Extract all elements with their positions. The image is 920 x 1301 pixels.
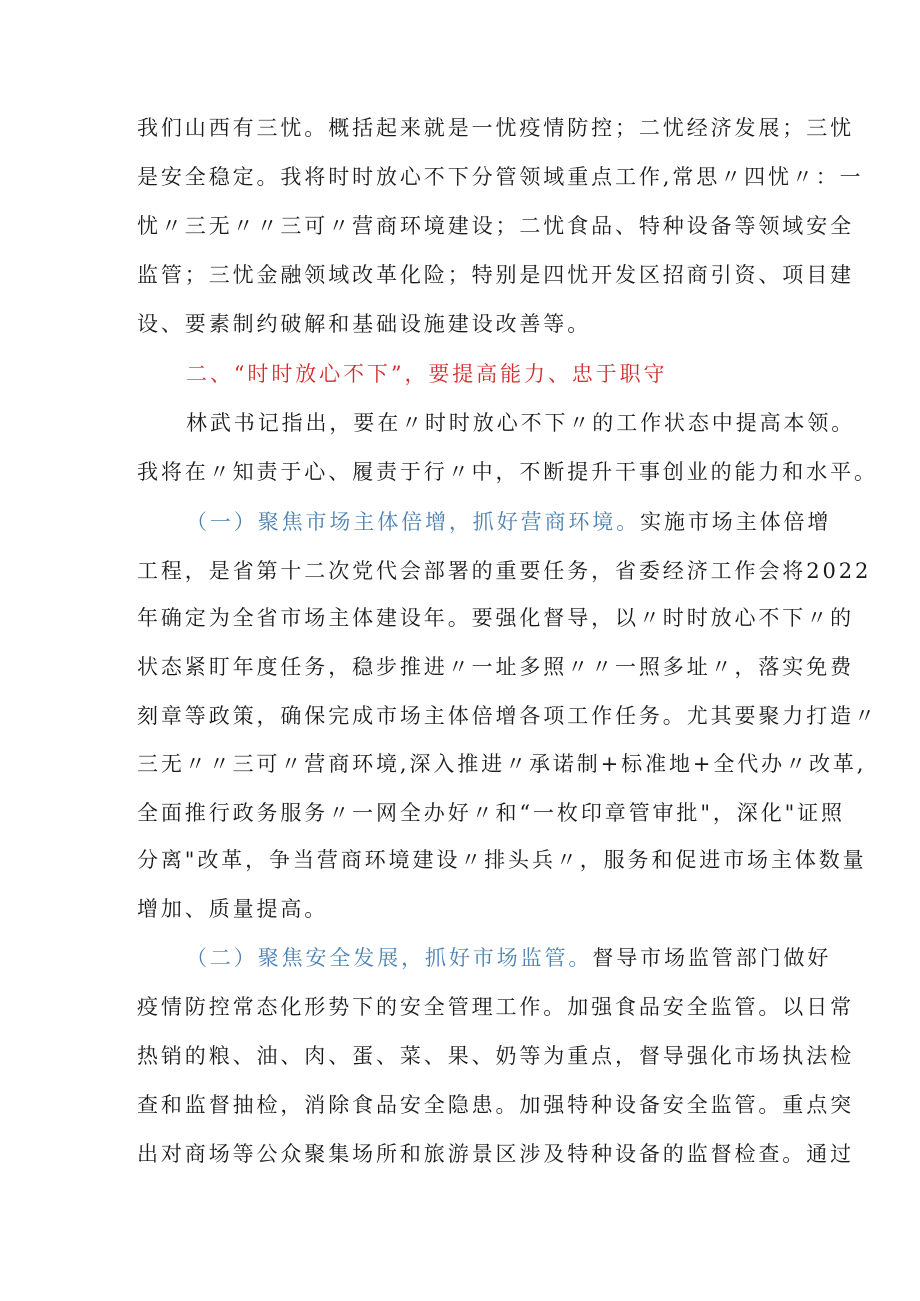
paragraph-line bbox=[137, 551, 872, 591]
line-text: 刻章等政策，确保完成市场主体倍增各项工作任务。尤其要聚力打造〃 bbox=[137, 704, 878, 728]
line-text: 设、要素制约破解和基础设施建设改善等。 bbox=[137, 312, 592, 336]
paragraph-line bbox=[137, 696, 878, 736]
subheading-text: （一）聚焦市场主体倍增，抓好营商环境。 bbox=[186, 510, 641, 534]
paragraph-line bbox=[186, 938, 846, 978]
paragraph-line bbox=[137, 1134, 854, 1174]
line-text: 督导市场监管部门做好 bbox=[592, 946, 832, 970]
line-text: 增加、质量提高。 bbox=[137, 897, 329, 921]
heading-text: 二、“时时放心不下”，要提高能力、忠于职守 bbox=[186, 362, 668, 386]
paragraph-line bbox=[137, 157, 864, 197]
line-text: 是安全稳定。我将时时放心不下分管领域重点工作,常思〃四忧〃：一 bbox=[137, 165, 864, 189]
paragraph-line bbox=[137, 1036, 854, 1076]
section-heading bbox=[186, 354, 846, 394]
line-text: 出对商场等公众聚集场所和旅游景区涉及特种设备的监督检查。通过 bbox=[137, 1142, 854, 1166]
line-text: 分离"改革，争当营商环境建设〃排头兵〃，服务和促进市场主体数量 bbox=[137, 848, 867, 872]
paragraph-line bbox=[137, 987, 854, 1027]
line-text: 年确定为全省市场主体建设年。要强化督导，以〃时时放心不下〃的 bbox=[137, 606, 854, 630]
paragraph-line bbox=[137, 108, 854, 148]
line-text: 我将在〃知责于心、履责于行〃中，不断提升干事创业的能力和水平。 bbox=[137, 460, 878, 484]
paragraph-line bbox=[137, 1085, 854, 1125]
paragraph-line bbox=[137, 304, 797, 344]
line-text: 工程，是省第十二次党代会部署的重要任务，省委经济工作会将2022 bbox=[137, 559, 872, 583]
line-text: 状态紧盯年度任务，稳步推进〃一址多照〃〃一照多址〃，落实免费 bbox=[137, 655, 854, 679]
line-text: 林武书记指出，要在〃时时放心不下〃的工作状态中提高本领。 bbox=[186, 411, 856, 435]
line-text: 疫情防控常态化形势下的安全管理工作。加强食品安全监管。以日常 bbox=[137, 995, 854, 1019]
paragraph-line bbox=[186, 502, 846, 542]
paragraph-line bbox=[137, 744, 867, 784]
line-text: 热销的粮、油、肉、蛋、菜、果、奶等为重点，督导强化市场执法检 bbox=[137, 1044, 854, 1068]
paragraph-line bbox=[137, 840, 867, 880]
line-text: 忧〃三无〃〃三可〃营商环境建设；二忧食品、特种设备等领域安全 bbox=[137, 214, 854, 238]
line-text: 我们山西有三忧。概括起来就是一忧疫情防控；二忧经济发展；三忧 bbox=[137, 116, 854, 140]
line-text: 实施市场主体倍增 bbox=[640, 510, 832, 534]
line-text: 查和监督抽检，消除食品安全隐患。加强特种设备安全监管。重点突 bbox=[137, 1093, 854, 1117]
paragraph-line bbox=[137, 647, 854, 687]
line-text: 全面推行政务服务〃一网全办好〃和“一枚印章管审批"，深化"证照 bbox=[137, 801, 845, 825]
paragraph-line bbox=[137, 793, 845, 833]
paragraph-line bbox=[137, 598, 854, 638]
line-text: 三无〃〃三可〃营商环境,深入推进〃承诺制+标准地+全代办〃改革, bbox=[137, 752, 867, 776]
paragraph-line bbox=[137, 255, 854, 295]
line-text: 监管；三忧金融领域改革化险；特别是四忧开发区招商引资、项目建 bbox=[137, 263, 854, 287]
paragraph-line bbox=[137, 206, 854, 246]
paragraph-line bbox=[186, 403, 856, 443]
subheading-text: （二）聚焦安全发展，抓好市场监管。 bbox=[186, 946, 593, 970]
paragraph-line bbox=[137, 889, 797, 929]
paragraph-line bbox=[137, 452, 878, 492]
